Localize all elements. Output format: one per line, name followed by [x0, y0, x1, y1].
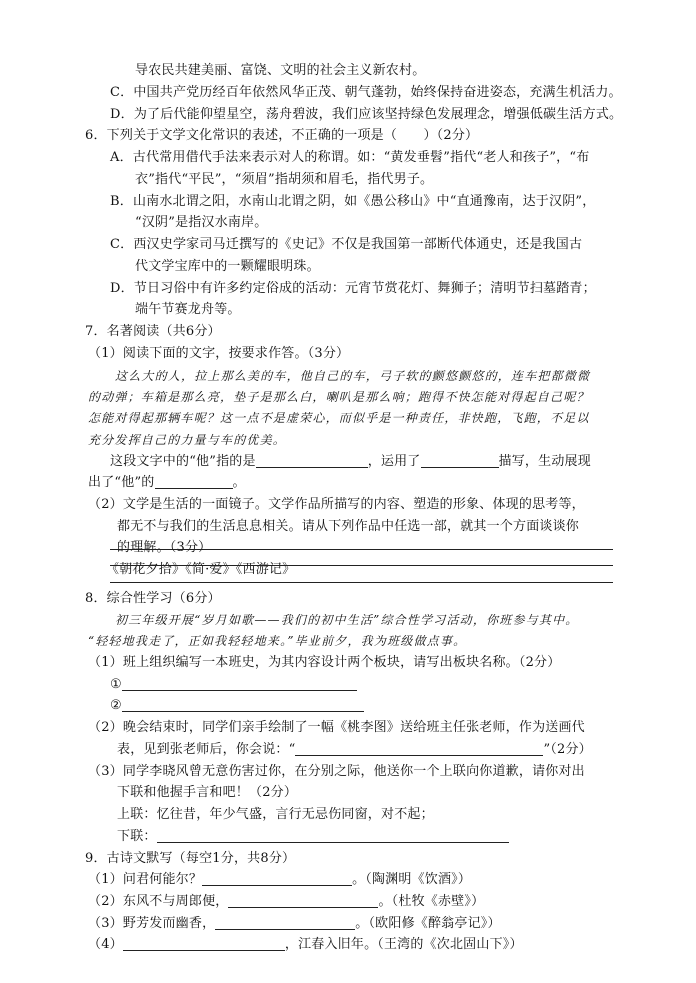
q8-blank-lower-couplet[interactable]	[157, 829, 509, 843]
q8-part2-line1: （2）晚会结束时，同学们亲手绘制了一幅《桃李图》送给班主任张老师，作为送画代	[88, 720, 585, 735]
q7-part2-line1: （2）文学是生活的一面镜子。文学作品所描写的内容、塑造的形象、体现的思考等，	[88, 497, 585, 512]
q7-answer-line-2[interactable]	[110, 565, 613, 566]
q7-q1-text-b: ，运用了	[367, 454, 421, 469]
q7-excerpt-line3: 怎能对得起那辆车呢？这一点不是虚荣心，而似乎是一种责任，非快跑，飞跑，不足以	[88, 411, 590, 425]
q8-lower-label: 下联：	[117, 829, 157, 844]
q7-part1-question-line2	[88, 474, 246, 492]
q7-excerpt-line4: 充分发挥自己的力量与车的优美。	[88, 433, 287, 447]
q9-blank-2[interactable]	[228, 894, 378, 908]
q6-option-a-line2: 衣”指代“平民”，“须眉”指胡须和眉毛，指代男子。	[135, 172, 434, 187]
q9-blank-4[interactable]	[123, 937, 285, 951]
q7-answer-line-1[interactable]	[110, 549, 613, 550]
q8-marker-1: ①	[110, 677, 122, 692]
q9-l3-text-a: （3）野芳发而幽香，	[88, 916, 216, 931]
q7-part1-question-line1	[110, 453, 591, 471]
q6-option-d-line2: 端午节赛龙舟等。	[135, 302, 241, 317]
q8-part3-line2: 下联和他握手言和吧！（2分）	[117, 785, 298, 800]
q7-part2-line2: 都无不与我们的生活息息相关。请从下列作品中任选一部，就其一个方面谈谈你	[117, 519, 580, 534]
q5-option-c: C．中国共产党历经百年依然风华正茂、朝气蓬勃，始终保持奋进姿态，充满生机活力。	[110, 85, 622, 100]
q7-title: 7．名著阅读（共6分）	[85, 324, 221, 339]
q9-l1-text-b: 。（陶渊明《饮酒》）	[352, 872, 472, 887]
q6-stem: 6．下列关于文学文化常识的表述，不正确的一项是（ ）（2分）	[85, 128, 479, 143]
q9-title: 9．古诗文默写（每空1分，共8分）	[85, 851, 296, 866]
q9-l1-text-a: （1）问君何能尔？	[88, 872, 203, 887]
q7-part1-prompt: （1）阅读下面的文字，按要求作答。（3分）	[88, 346, 350, 361]
q7-q1-text-d: 出了“他”的	[88, 475, 155, 490]
q8-part2-line2	[117, 741, 592, 759]
q8-blank-speech[interactable]	[295, 742, 543, 756]
q6-option-b-line1: B．山南水北谓之阳，水南山北谓之阴，如《愚公移山》中“直通豫南，达于汉阴”，	[110, 194, 596, 209]
q9-l3-text-b: 。（欧阳修《醉翁亭记》）	[355, 916, 501, 931]
q5-option-d: D．为了后代能仰望星空，荡舟碧波，我们应该坚持绿色发展理念，增强低碳生活方式。	[110, 107, 623, 122]
q6-option-c-line1: C．西汉史学家司马迁撰写的《史记》不仅是我国第一部断代体通史，还是我国古	[110, 237, 583, 252]
q9-line2	[88, 893, 484, 911]
q8-blank-section2[interactable]	[122, 698, 364, 712]
q8-item-1	[110, 676, 357, 694]
q7-excerpt-line1: 这么大的人，拉上那么美的车，他自己的车，弓子软的颤悠颤悠的，连车把都微微	[115, 369, 591, 383]
q8-intro-line1: 初三年级开展“岁月如歌——我们的初中生活”综合性学习活动，你班参与其中。	[115, 613, 579, 627]
q6-option-a-line1: A．古代常用借代手法来表示对人的称谓。如：“黄发垂髫”指代“老人和孩子”，“布	[110, 150, 590, 165]
q7-blank-technique[interactable]	[421, 454, 499, 468]
q8-item-2	[110, 697, 364, 715]
q8-marker-2: ②	[110, 698, 122, 713]
q9-blank-3[interactable]	[215, 916, 355, 930]
q9-l4-text-b: ，江春入旧年。（王湾的《次北固山下》）	[284, 937, 523, 952]
q9-line4	[88, 936, 523, 954]
q6-option-d-line1: D．节日习俗中有许多约定俗成的活动：元宵节赏花灯、舞狮子；清明节扫墓踏青；	[110, 281, 596, 296]
q9-l2-text-a: （2）东风不与周郎便，	[88, 894, 229, 909]
q5-option-b-continuation: 导农民共建美丽、富饶、文明的社会主义新农村。	[135, 63, 426, 78]
q9-line3	[88, 915, 501, 933]
q7-q1-text-a: 这段文字中的“他”指的是	[110, 454, 256, 469]
q7-book-list: 《朝花夕拾》《简·爱》《西游记》	[106, 562, 296, 577]
q9-l2-text-b: 。（杜牧《赤壁》）	[378, 894, 485, 909]
q8-part3-line1: （3）同学李晓风曾无意伤害过你，在分别之际，他送你一个上联向你道歉，请你对出	[88, 764, 585, 779]
q8-blank-section1[interactable]	[122, 677, 357, 691]
q8-intro-line2: “轻轻地我走了，正如我轻轻地来。”毕业前夕，我为班级做点事。	[88, 634, 467, 648]
q7-blank-trait[interactable]	[155, 475, 233, 489]
q7-excerpt-line2: 的动弹；车箱是那么亮，垫子是那么白，喇叭是那么响；跑得不快怎能对得起自己呢？	[88, 390, 590, 404]
q8-upper-couplet: 上联：忆往昔，年少气盛，言行无忌伤同窗，对不起；	[117, 807, 434, 822]
q8-p2-text-b: ”（2分）	[543, 742, 592, 757]
q6-option-c-line2: 代文学宝库中的一颗耀眼明珠。	[135, 259, 320, 274]
q9-blank-1[interactable]	[202, 872, 352, 886]
q7-part2-line3: 的理解。（3分）	[117, 540, 212, 555]
q8-part1-prompt: （1）班上组织编写一本班史，为其内容设计两个板块，请写出板块名称。（2分）	[88, 655, 561, 670]
q9-l4-text-a: （4）	[88, 937, 123, 952]
q7-answer-line-3[interactable]	[110, 582, 613, 583]
q9-line1	[88, 871, 471, 889]
q6-option-b-line2: “汉阴”是指汉水南岸。	[135, 215, 268, 230]
q7-q1-text-e: 。	[232, 475, 246, 490]
q8-p2-text-a: 表，见到张老师后，你会说：“	[117, 742, 296, 757]
q8-title: 8．综合性学习（6分）	[85, 591, 221, 606]
q7-blank-person[interactable]	[256, 454, 368, 468]
q7-q1-text-c: 描写，生动展现	[498, 454, 591, 469]
q8-lower-couplet	[117, 828, 509, 846]
